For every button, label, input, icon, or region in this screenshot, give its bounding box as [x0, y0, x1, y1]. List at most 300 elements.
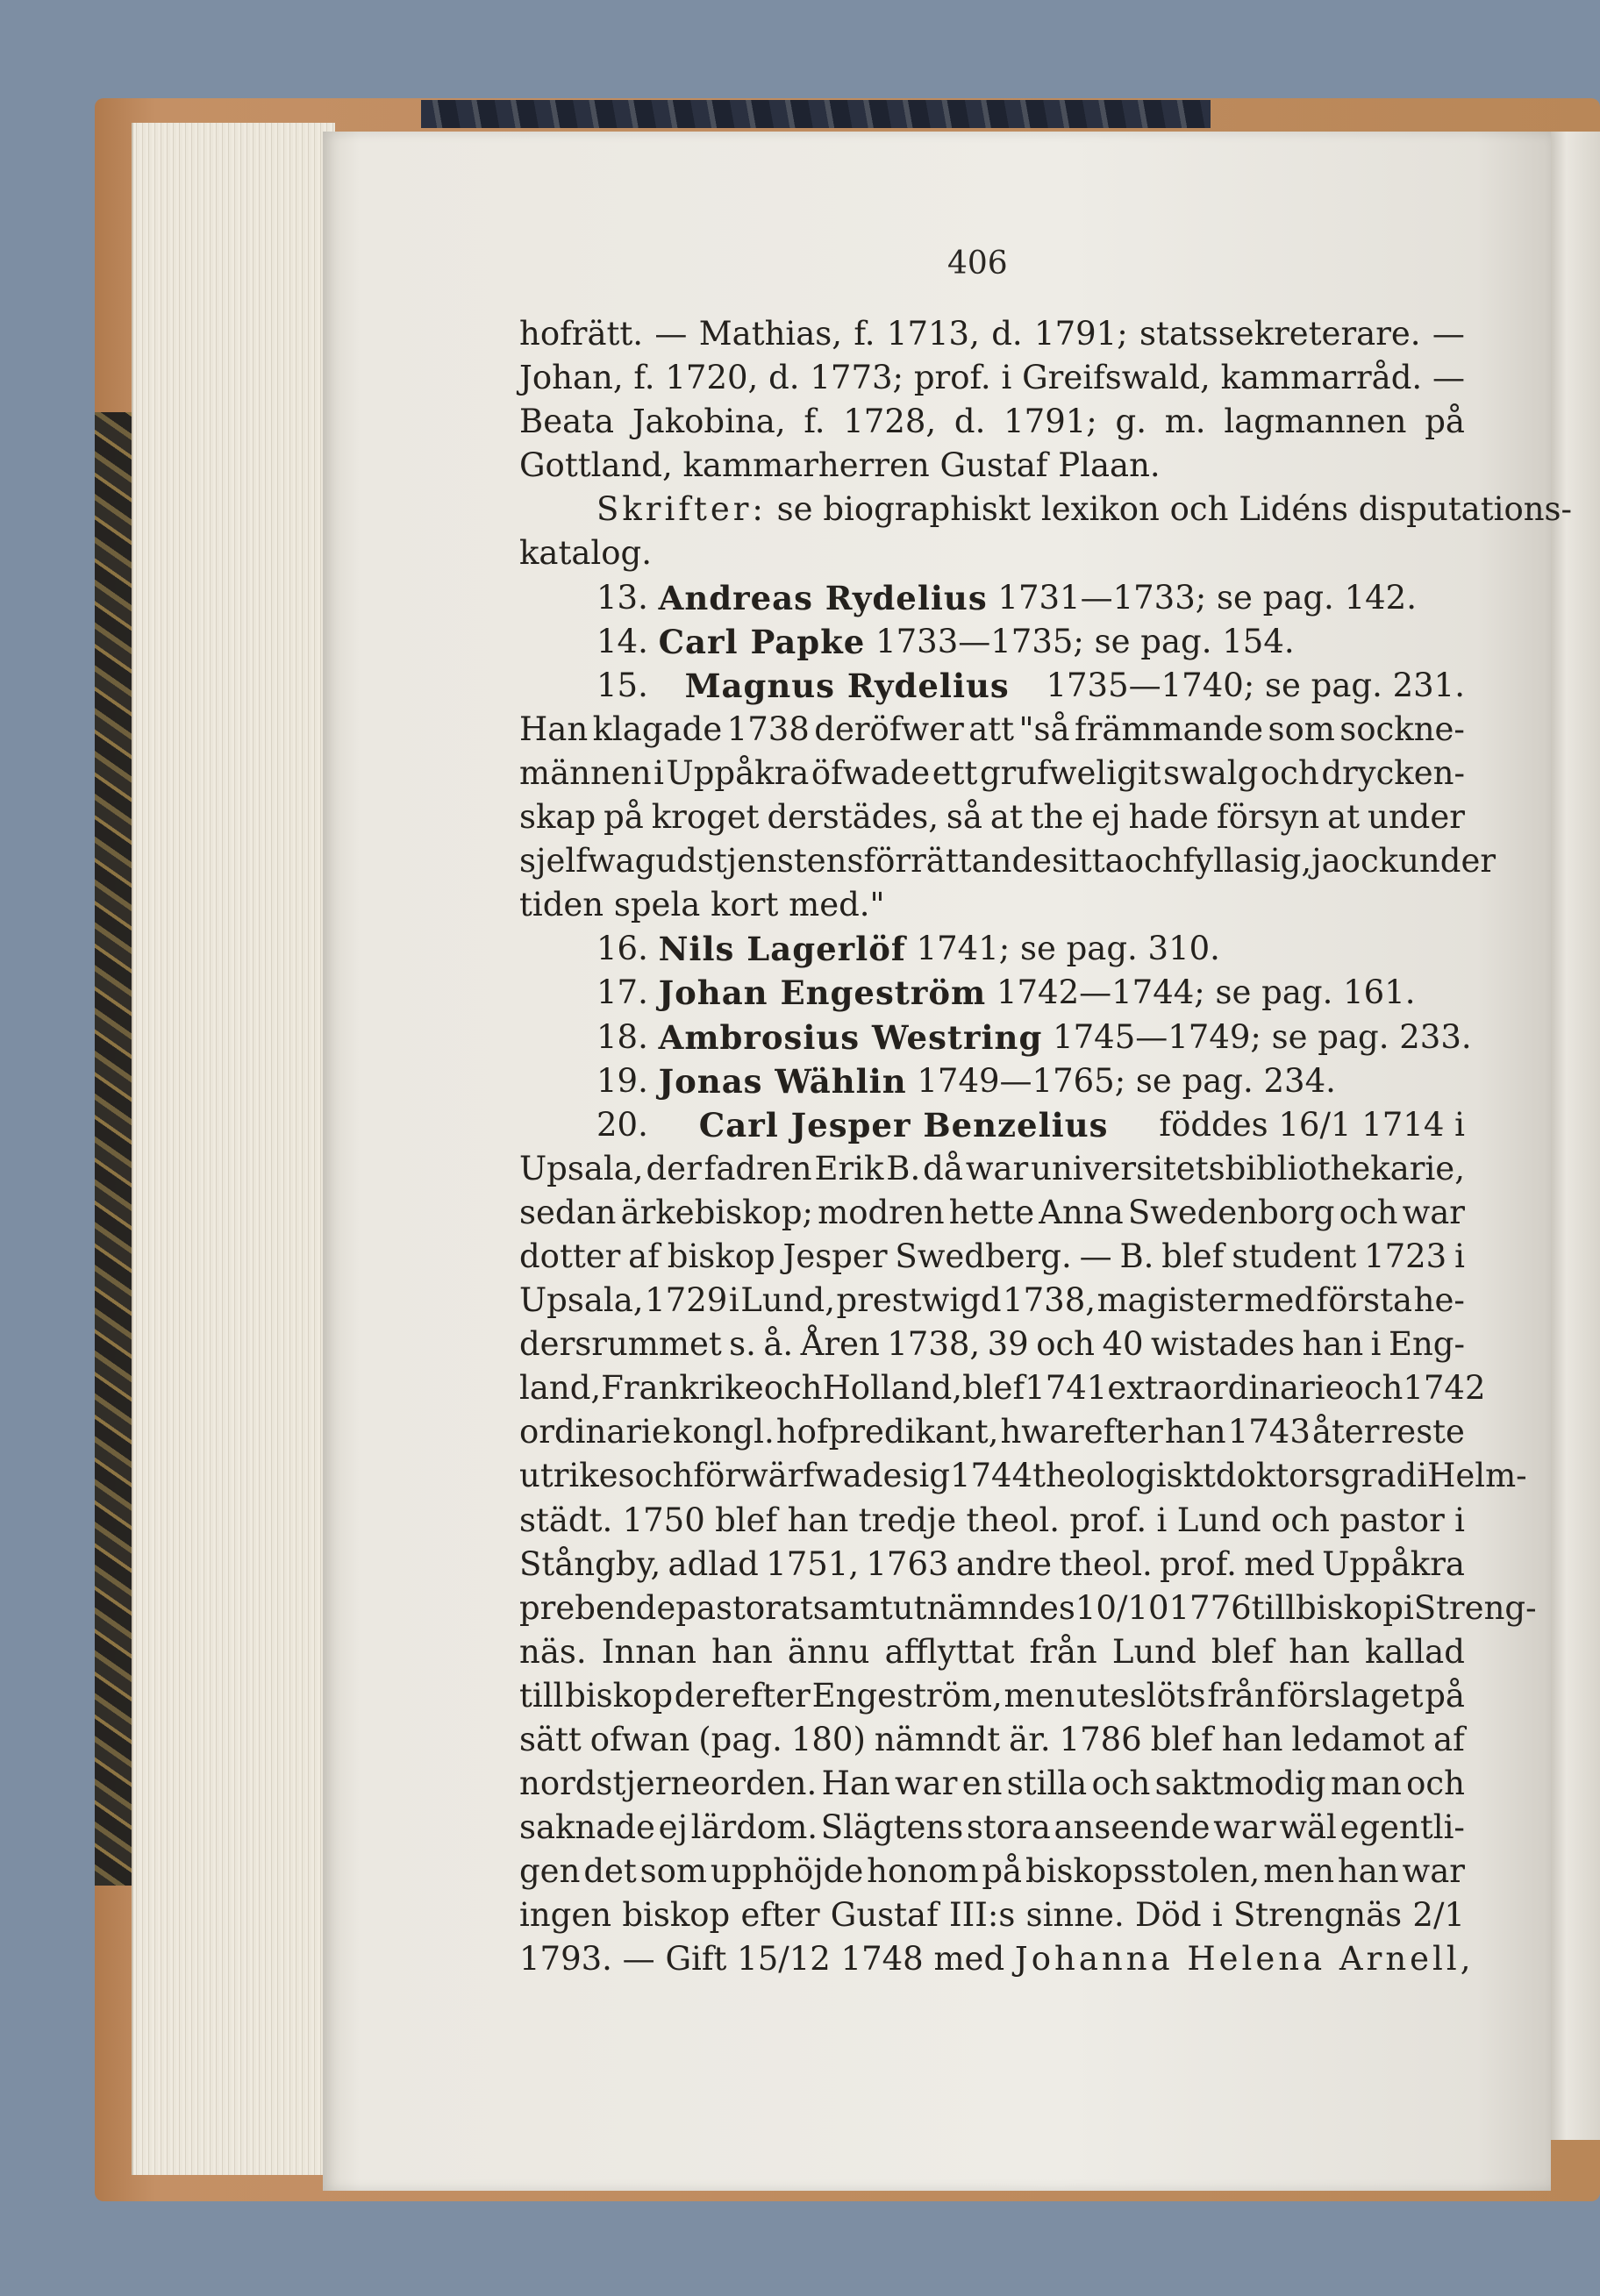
- text-line: [519, 883, 1465, 927]
- word: Engeström,: [811, 1676, 1003, 1715]
- text-line: [519, 1806, 1465, 1850]
- word: Lund: [1111, 1632, 1196, 1671]
- text-segment: föddes 16/1 1714 i: [1148, 1105, 1465, 1144]
- person-name: Johan Engeström: [658, 973, 987, 1013]
- word: ännu: [787, 1632, 870, 1671]
- facing-page-edge: [1544, 132, 1600, 2140]
- word: sinne.: [1025, 1896, 1125, 1935]
- word: till: [519, 1676, 564, 1715]
- word: anseende: [1054, 1808, 1211, 1847]
- word: är.: [1009, 1721, 1051, 1758]
- word: war: [1402, 1193, 1465, 1231]
- word: 2/1: [1412, 1896, 1465, 1935]
- word: tredje: [858, 1501, 957, 1539]
- word: ledamot: [1291, 1721, 1425, 1758]
- word: och: [1091, 1765, 1151, 1803]
- word: i: [1370, 1325, 1382, 1364]
- text-line: [519, 1454, 1527, 1498]
- word: 1791;: [1034, 315, 1128, 353]
- word: deröfwer: [814, 709, 964, 748]
- word: samt: [812, 1588, 893, 1627]
- text-line: [519, 1059, 1465, 1103]
- word: 1791;: [1004, 403, 1097, 441]
- text-line: [519, 1191, 1465, 1235]
- word: från: [1207, 1676, 1275, 1715]
- word: s.: [729, 1325, 756, 1364]
- word: på: [1425, 403, 1465, 441]
- word: blef: [715, 1501, 778, 1539]
- word: Han: [821, 1765, 890, 1803]
- word: 1723: [1364, 1237, 1447, 1275]
- text-segment: 15.: [596, 666, 659, 704]
- word: i: [1156, 1501, 1168, 1539]
- word: ingen: [519, 1896, 612, 1935]
- word: kongl.: [672, 1413, 775, 1451]
- word: som: [639, 1852, 708, 1891]
- word: m.: [1164, 403, 1206, 441]
- word: 1741: [1025, 1369, 1108, 1408]
- word: af: [1433, 1721, 1465, 1758]
- text-line: [519, 1016, 1472, 1059]
- word: blef: [1211, 1632, 1275, 1671]
- word: war: [1402, 1852, 1465, 1891]
- text-line: [519, 1279, 1465, 1323]
- word: biskop: [565, 1676, 674, 1715]
- word: biskopsstolen,: [1025, 1852, 1261, 1891]
- word: 180): [790, 1721, 866, 1758]
- word: efter: [731, 1676, 811, 1715]
- word: näs.: [519, 1632, 587, 1671]
- word: fylla: [1182, 842, 1254, 881]
- word: Upsala,: [519, 1149, 644, 1187]
- word: upphöjde: [710, 1852, 864, 1891]
- word: första: [1316, 1281, 1413, 1320]
- word: kallad: [1365, 1632, 1465, 1671]
- word: the: [1030, 798, 1084, 837]
- word: sockne-: [1339, 709, 1465, 748]
- word: ja: [1311, 842, 1341, 881]
- word: sig: [902, 1457, 950, 1495]
- word: biskop: [1296, 1588, 1404, 1627]
- word: at: [989, 798, 1023, 837]
- word: Uppåkra: [1322, 1544, 1465, 1583]
- word: man: [1330, 1765, 1402, 1803]
- word: på: [982, 1852, 1023, 1891]
- word: extraordinarie: [1107, 1369, 1345, 1408]
- text-segment: 17.: [596, 973, 659, 1012]
- word: men: [1263, 1852, 1335, 1891]
- text-segment: 1742—1744; se pag. 161.: [986, 973, 1416, 1012]
- word: ej: [1091, 798, 1121, 837]
- text-line: [519, 1235, 1465, 1279]
- word: g.: [1115, 403, 1146, 441]
- text-line: [519, 1499, 1465, 1543]
- page-text-block: [519, 312, 1573, 1982]
- word: 1776: [1168, 1588, 1252, 1627]
- word: f.: [854, 315, 875, 353]
- word: swalg: [1163, 753, 1259, 792]
- word: honom: [867, 1852, 979, 1891]
- text-line: [519, 620, 1465, 664]
- word: Innan: [601, 1632, 696, 1671]
- text-segment: 1741; se pag. 310.: [905, 930, 1220, 968]
- word: skap: [519, 798, 596, 837]
- text-segment: katalog.: [519, 534, 652, 573]
- word: klagade: [592, 709, 723, 748]
- word: modren: [818, 1193, 945, 1231]
- word: Streng-: [1413, 1588, 1537, 1627]
- word: förwärfwade: [693, 1457, 903, 1495]
- word: —: [1432, 359, 1465, 397]
- word: han: [711, 1632, 773, 1671]
- word: Beata: [519, 403, 615, 441]
- word: blef: [1161, 1237, 1225, 1275]
- text-segment: 1793. — Gift 15/12 1748 med: [519, 1940, 1015, 1979]
- word: ärkebiskop;: [620, 1193, 814, 1231]
- word: att: [968, 709, 1015, 748]
- text-line: [519, 1630, 1465, 1674]
- word: 1742: [1403, 1369, 1486, 1408]
- word: kroget: [651, 798, 760, 837]
- word: ett: [932, 753, 978, 792]
- word: ock: [1340, 842, 1399, 881]
- word: i: [1454, 1237, 1465, 1275]
- word: doktorsgrad: [1215, 1457, 1418, 1495]
- word: theol.: [1059, 1544, 1153, 1583]
- text-line: [519, 1718, 1465, 1762]
- word: sitta: [1052, 842, 1125, 881]
- text-line: [519, 1147, 1465, 1191]
- word: så: [946, 798, 982, 837]
- word: uteslöts: [1076, 1676, 1206, 1715]
- word: under: [1398, 842, 1496, 881]
- text-line: [519, 576, 1465, 620]
- word: och: [1124, 842, 1183, 881]
- text-line: [519, 444, 1465, 488]
- word: f.: [804, 403, 825, 441]
- text-line: [519, 752, 1465, 795]
- word: blef: [1150, 1721, 1213, 1758]
- word: d.: [768, 359, 800, 397]
- word: åter: [1311, 1413, 1380, 1451]
- word: utrikes: [519, 1457, 635, 1495]
- word: utnämndes: [892, 1588, 1075, 1627]
- word: i: [1417, 1457, 1428, 1495]
- word: han: [1337, 1852, 1399, 1891]
- word: statssekreterare.: [1139, 315, 1421, 353]
- word: grufweligit: [979, 753, 1161, 792]
- text-line: [519, 1543, 1465, 1587]
- text-segment: 20.: [596, 1105, 659, 1144]
- word: land,: [519, 1369, 602, 1408]
- word: städt.: [519, 1501, 613, 1539]
- word: främmande: [1074, 709, 1264, 748]
- word: blef: [962, 1369, 1025, 1408]
- word: 1738: [726, 709, 810, 748]
- person-name: Andreas Rydelius: [658, 578, 988, 617]
- text-line: [519, 1850, 1465, 1893]
- word: med: [1244, 1281, 1315, 1320]
- word: gudstjenstens: [634, 842, 864, 881]
- person-name: Jonas Wählin: [658, 1061, 907, 1101]
- word: derstädes,: [767, 798, 939, 837]
- text-segment: 1733—1735; se pag. 154.: [865, 622, 1295, 660]
- word: förrättande: [863, 842, 1053, 881]
- word: en: [961, 1765, 1003, 1803]
- word: nämndt: [874, 1721, 1001, 1758]
- person-name: Magnus Rydelius: [684, 666, 1010, 705]
- word: B.: [886, 1149, 921, 1187]
- word: männen: [519, 753, 652, 792]
- word: sedan: [519, 1193, 617, 1231]
- word: prestwigd: [836, 1281, 1002, 1320]
- word: Upsala,: [519, 1281, 644, 1320]
- word: prof.: [1069, 1501, 1147, 1539]
- word: d.: [991, 315, 1023, 353]
- word: andre: [955, 1544, 1053, 1583]
- text-line: [519, 488, 1573, 531]
- word: men: [1004, 1676, 1075, 1715]
- word: öfwade: [811, 753, 931, 792]
- word: Helm-: [1427, 1457, 1527, 1495]
- word: 1750: [622, 1501, 705, 1539]
- word: stilla: [1006, 1765, 1088, 1803]
- word: lärdom.: [690, 1808, 818, 1847]
- word: 40: [1102, 1325, 1144, 1364]
- word: magister: [1096, 1281, 1243, 1320]
- word: han: [1289, 1632, 1350, 1671]
- word: och: [1271, 1501, 1330, 1539]
- word: i: [1454, 1501, 1465, 1539]
- word: Swedenborg: [1127, 1193, 1335, 1231]
- word: Slägtens: [820, 1808, 964, 1847]
- word: theol.: [966, 1501, 1061, 1539]
- spaced-text: Johanna Helena Arnell,: [1014, 1940, 1475, 1979]
- word: 1713,: [886, 315, 980, 353]
- word: försyn: [1216, 798, 1320, 837]
- word: f.: [633, 359, 655, 397]
- word: och: [763, 1369, 823, 1408]
- word: Uppåkra: [666, 753, 810, 792]
- word: biskop: [667, 1237, 775, 1275]
- text-line: [519, 664, 1465, 708]
- word: III:s: [949, 1896, 1016, 1935]
- word: gen: [519, 1852, 581, 1891]
- word: som: [1268, 709, 1335, 748]
- word: fadren: [704, 1149, 812, 1187]
- word: der: [646, 1149, 702, 1187]
- word: Mathias,: [698, 315, 843, 353]
- word: 1763: [866, 1544, 949, 1583]
- word: i: [1403, 1588, 1414, 1627]
- text-segment: 18.: [596, 1017, 659, 1056]
- word: då: [923, 1149, 963, 1187]
- word: och: [1344, 1369, 1404, 1408]
- word: i: [654, 753, 664, 792]
- word: ofwan: [589, 1721, 690, 1758]
- word: han: [1164, 1413, 1226, 1451]
- text-segment: se biographiskt lexikon och Lidéns disputations-: [766, 490, 1573, 529]
- word: at: [1327, 798, 1361, 837]
- text-line: [519, 1587, 1537, 1630]
- word: Anna: [1039, 1193, 1124, 1231]
- word: prof.: [913, 359, 991, 397]
- word: ej: [658, 1808, 688, 1847]
- word: (pag.: [698, 1721, 782, 1758]
- text-line: [519, 356, 1465, 400]
- word: å.: [763, 1325, 794, 1364]
- word: hette: [948, 1193, 1035, 1231]
- word: Död: [1134, 1896, 1202, 1935]
- word: och: [1260, 753, 1319, 792]
- word: 10/10: [1075, 1588, 1169, 1627]
- text-line: [519, 1323, 1465, 1366]
- text-line: [519, 531, 1465, 575]
- word: förslaget: [1276, 1676, 1424, 1715]
- word: 1743: [1227, 1413, 1311, 1451]
- word: 1728,: [843, 403, 937, 441]
- word: dersrummet: [519, 1325, 722, 1364]
- text-line: [519, 971, 1465, 1015]
- word: hwarefter: [1000, 1413, 1163, 1451]
- text-segment: 1731—1733; se pag. 142.: [987, 578, 1417, 617]
- word: "så: [1018, 709, 1070, 748]
- word: i: [1211, 1896, 1223, 1935]
- word: dotter: [519, 1237, 621, 1275]
- text-line: [519, 1762, 1465, 1806]
- word: Eng-: [1388, 1325, 1465, 1364]
- text-line: [519, 1103, 1465, 1147]
- person-name: Carl Jesper Benzelius: [698, 1105, 1109, 1144]
- word: och: [634, 1457, 694, 1495]
- word: theologiskt: [1032, 1457, 1216, 1495]
- word: han: [1302, 1325, 1364, 1364]
- word: under: [1368, 798, 1465, 837]
- word: stora: [966, 1808, 1051, 1847]
- word: prebendepastorat: [519, 1588, 813, 1627]
- text-line: [519, 839, 1496, 883]
- word: hofrätt.: [519, 315, 644, 353]
- text-line: [519, 400, 1465, 444]
- word: det: [583, 1852, 637, 1891]
- word: d.: [954, 403, 986, 441]
- word: wäl: [1279, 1808, 1337, 1847]
- word: B.: [1119, 1237, 1154, 1275]
- word: med: [1244, 1544, 1315, 1583]
- text-line: [519, 1410, 1465, 1454]
- word: prof.: [1160, 1544, 1237, 1583]
- word: afflyttat: [884, 1632, 1015, 1671]
- text-line: [519, 1366, 1486, 1410]
- word: han: [1221, 1721, 1283, 1758]
- word: 1720,: [665, 359, 759, 397]
- spaced-text: Skrifter:: [596, 490, 767, 529]
- word: lagmannen: [1224, 403, 1407, 441]
- word: Greifswald,: [1022, 359, 1211, 397]
- word: sätt: [519, 1721, 582, 1758]
- word: i: [1001, 359, 1012, 397]
- word: Han: [519, 709, 589, 748]
- word: reste: [1381, 1413, 1465, 1451]
- word: kammarråd.: [1220, 359, 1423, 397]
- word: på: [1425, 1676, 1465, 1715]
- text-line: [519, 795, 1465, 839]
- word: från: [1029, 1632, 1097, 1671]
- text-segment: 1735—1740; se pag. 231.: [1035, 666, 1465, 704]
- text-segment: tiden spela kort med.": [519, 886, 885, 924]
- word: wistades: [1151, 1325, 1296, 1364]
- word: der: [674, 1676, 731, 1715]
- word: Strengnäs: [1232, 1896, 1403, 1935]
- word: Frankrike: [601, 1369, 764, 1408]
- word: saktmodig: [1154, 1765, 1326, 1803]
- word: efter: [740, 1896, 820, 1935]
- word: han: [787, 1501, 849, 1539]
- word: ordinarie: [519, 1413, 671, 1451]
- word: —: [1432, 315, 1465, 353]
- word: 1773;: [810, 359, 904, 397]
- word: war: [965, 1149, 1029, 1187]
- word: war: [895, 1765, 958, 1803]
- text-segment: 14.: [596, 622, 659, 660]
- word: war: [1213, 1808, 1276, 1847]
- word: 39: [987, 1325, 1029, 1364]
- word: drycken-: [1321, 753, 1465, 792]
- text-line: [519, 927, 1465, 971]
- word: och: [1036, 1325, 1096, 1364]
- word: hade: [1128, 798, 1209, 837]
- word: hofpredikant,: [775, 1413, 999, 1451]
- text-segment: 13.: [596, 578, 659, 617]
- word: nordstjerneorden.: [519, 1765, 818, 1803]
- word: saknade: [519, 1808, 655, 1847]
- word: student: [1232, 1237, 1357, 1275]
- word: på: [604, 798, 644, 837]
- word: 1786: [1059, 1721, 1142, 1758]
- person-name: Carl Papke: [658, 622, 866, 661]
- word: adlad: [668, 1544, 759, 1583]
- top-headband: [421, 100, 1211, 128]
- text-line: [519, 1674, 1465, 1718]
- word: —: [654, 315, 688, 353]
- person-name: Ambrosius Westring: [658, 1017, 1043, 1057]
- word: af: [628, 1237, 660, 1275]
- word: Swedberg.: [895, 1237, 1072, 1275]
- text-segment: Gottland, kammarherren Gustaf Plaan.: [519, 446, 1161, 485]
- word: 1738,: [887, 1325, 981, 1364]
- word: biskop: [622, 1896, 731, 1935]
- word: pastor: [1339, 1501, 1445, 1539]
- word: Holland,: [822, 1369, 963, 1408]
- word: Stångby,: [519, 1544, 661, 1583]
- word: Lund,: [740, 1281, 835, 1320]
- word: he-: [1413, 1281, 1465, 1320]
- word: sig,: [1253, 842, 1312, 881]
- page-number: 406: [947, 246, 1008, 282]
- text-segment: 16.: [596, 930, 659, 968]
- person-name: Nils Lagerlöf: [658, 930, 906, 969]
- word: Jakobina,: [632, 403, 786, 441]
- word: Åren: [800, 1325, 880, 1364]
- text-line: [519, 1893, 1465, 1937]
- word: sjelfwa: [519, 842, 635, 881]
- word: universitetsbibliothekarie,: [1031, 1149, 1465, 1187]
- word: Gustaf: [830, 1896, 939, 1935]
- word: 1744: [949, 1457, 1033, 1495]
- word: Erik: [814, 1149, 884, 1187]
- word: och: [1339, 1193, 1398, 1231]
- text-line: [519, 312, 1465, 356]
